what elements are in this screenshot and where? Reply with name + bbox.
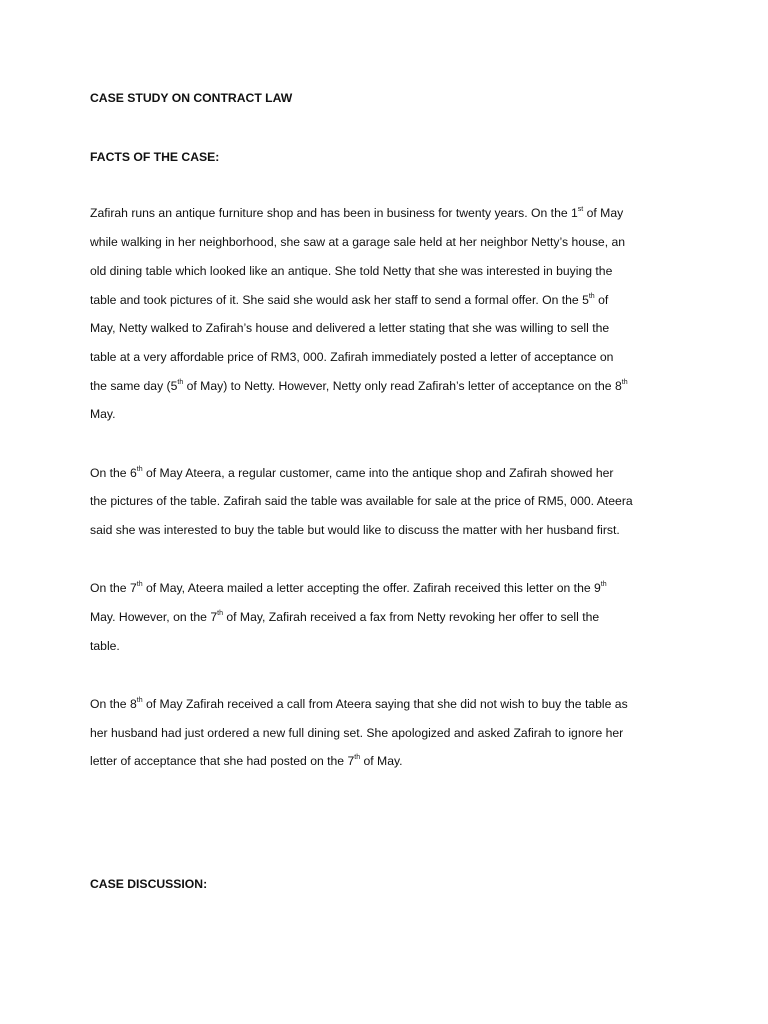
text-line: her husband had just ordered a new full dining set. She apologized and asked Zafirah to ignore her (90, 726, 624, 740)
text-line: May, Netty walked to Zafirah’s house and delivered a letter stating that she was willing to sell the (90, 321, 610, 335)
text-line: while walking in her neighborhood, she saw at a garage sale held at her neighbor Netty’s house, an (90, 235, 626, 249)
text-line: letter of acceptance that she had posted on the 7th of May. (90, 753, 403, 768)
text-line: On the 8th of May Zafirah received a call from Ateera saying that she did not wish to buy the table as (90, 696, 628, 711)
text-line: the pictures of the table. Zafirah said the table was available for sale at the price of RM5, 000. Ateera (90, 494, 633, 508)
text-line: old dining table which looked like an antique. She told Netty that she was interested in buying the (90, 264, 613, 278)
facts-heading: FACTS OF THE CASE: (90, 150, 220, 164)
discussion-heading: CASE DISCUSSION: (90, 877, 208, 891)
document-title: CASE STUDY ON CONTRACT LAW (90, 91, 293, 105)
text-line: On the 7th of May, Ateera mailed a letter accepting the offer. Zafirah received this letter on the 9th (90, 580, 607, 595)
text-line: On the 6th of May Ateera, a regular customer, came into the antique shop and Zafirah showed her (90, 465, 614, 480)
text-line: Zafirah runs an antique furniture shop and has been in business for twenty years. On the 1st of May (90, 205, 624, 220)
text-line: said she was interested to buy the table but would like to discuss the matter with her husband first. (90, 523, 620, 537)
text-line: the same day (5th of May) to Netty. However, Netty only read Zafirah’s letter of acceptance on the 8th (90, 378, 628, 393)
text-line: May. (90, 407, 116, 421)
text-line: table and took pictures of it. She said she would ask her staff to send a formal offer. On the 5th of (90, 292, 609, 307)
text-line: May. However, on the 7th of May, Zafirah received a fax from Netty revoking her offer to sell the (90, 609, 600, 624)
text-line: table. (90, 639, 120, 653)
text-line: table at a very affordable price of RM3, 000. Zafirah immediately posted a letter of acceptance on (90, 350, 614, 364)
